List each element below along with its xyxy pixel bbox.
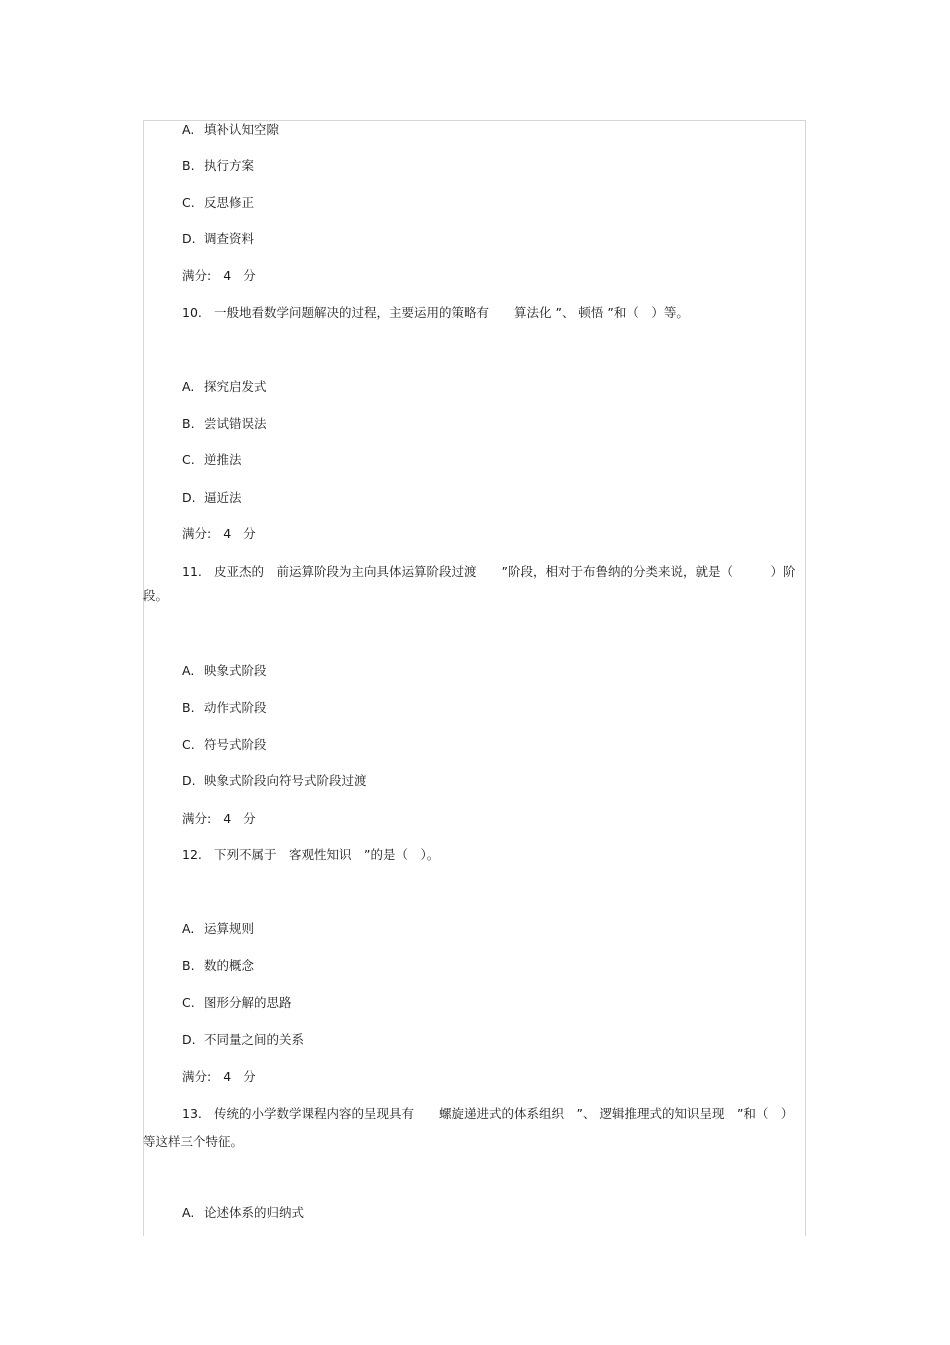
option-text: 逆推法 bbox=[204, 452, 242, 467]
q9-option-b[interactable] bbox=[182, 157, 254, 175]
option-letter: B. bbox=[182, 700, 195, 715]
option-text: 逼近法 bbox=[204, 490, 242, 505]
option-letter: B. bbox=[182, 158, 195, 173]
option-letter: A. bbox=[182, 379, 195, 394]
q10-option-a[interactable] bbox=[182, 378, 267, 396]
question-text: 皮亚杰的 前运算阶段为主向具体运算阶段过渡 ”阶段，相对于布鲁纳的分类来说，就是（ ）阶 bbox=[214, 564, 796, 579]
score-value: 4 bbox=[223, 526, 232, 541]
question-text: 传统的小学数学课程内容的呈现具有 螺旋递进式的体系组织 ”、 逻辑推理式的知识呈现 ”和（ ） bbox=[214, 1106, 794, 1121]
option-text: 运算规则 bbox=[204, 921, 255, 936]
option-text: 执行方案 bbox=[204, 158, 255, 173]
option-text: 图形分解的思路 bbox=[204, 995, 292, 1010]
q9-option-a[interactable] bbox=[182, 121, 279, 139]
score-unit: 分 bbox=[243, 268, 256, 283]
q11-option-a[interactable] bbox=[182, 662, 267, 680]
q12-option-a[interactable] bbox=[182, 920, 254, 938]
option-text: 调查资料 bbox=[204, 231, 255, 246]
option-letter: C. bbox=[182, 195, 195, 210]
score-label: 满分: bbox=[182, 811, 212, 826]
option-letter: A. bbox=[182, 122, 195, 137]
option-letter: D. bbox=[182, 490, 196, 505]
q10-stem bbox=[182, 304, 806, 322]
option-letter: B. bbox=[182, 958, 195, 973]
option-text: 映象式阶段向符号式阶段过渡 bbox=[204, 773, 367, 788]
option-letter: C. bbox=[182, 995, 195, 1010]
score-label: 满分: bbox=[182, 268, 212, 283]
q13-option-a[interactable] bbox=[182, 1204, 304, 1222]
q11-option-c[interactable] bbox=[182, 736, 267, 754]
q10-option-c[interactable] bbox=[182, 451, 242, 469]
option-text: 符号式阶段 bbox=[204, 737, 267, 752]
option-letter: D. bbox=[182, 231, 196, 246]
q9-score bbox=[182, 267, 256, 285]
q12-stem bbox=[182, 846, 806, 864]
score-label: 满分: bbox=[182, 526, 212, 541]
option-letter: B. bbox=[182, 416, 195, 431]
question-number: 11. bbox=[182, 564, 202, 579]
question-number: 10. bbox=[182, 305, 202, 320]
q10-option-b[interactable] bbox=[182, 415, 267, 433]
score-value: 4 bbox=[223, 268, 232, 283]
q11-option-d[interactable] bbox=[182, 772, 367, 790]
option-letter: D. bbox=[182, 773, 196, 788]
option-text: 尝试错误法 bbox=[204, 416, 267, 431]
option-text: 数的概念 bbox=[204, 958, 255, 973]
q12-score bbox=[182, 1068, 256, 1086]
option-letter: A. bbox=[182, 1205, 195, 1220]
score-unit: 分 bbox=[243, 811, 256, 826]
q13-stem bbox=[182, 1105, 806, 1123]
option-letter: C. bbox=[182, 452, 195, 467]
option-letter: A. bbox=[182, 921, 195, 936]
q9-option-c[interactable] bbox=[182, 194, 254, 212]
question-number: 12. bbox=[182, 847, 202, 862]
score-unit: 分 bbox=[243, 526, 256, 541]
q11-stem-continued: 段。 bbox=[143, 588, 169, 603]
q11-option-b[interactable] bbox=[182, 699, 267, 717]
q11-score bbox=[182, 810, 256, 828]
q9-option-d[interactable] bbox=[182, 230, 254, 248]
option-text: 论述体系的归纳式 bbox=[204, 1205, 305, 1220]
score-unit: 分 bbox=[243, 1069, 256, 1084]
option-text: 填补认知空隙 bbox=[204, 122, 280, 137]
score-value: 4 bbox=[223, 811, 232, 826]
option-text: 动作式阶段 bbox=[204, 700, 267, 715]
option-text: 不同量之间的关系 bbox=[204, 1032, 305, 1047]
option-letter: A. bbox=[182, 663, 195, 678]
option-text: 探究启发式 bbox=[204, 379, 267, 394]
q12-option-b[interactable] bbox=[182, 957, 254, 975]
question-number: 13. bbox=[182, 1106, 202, 1121]
question-text: 一般地看数学问题解决的过程，主要运用的策略有 算法化 ”、 顿悟 ”和（ ）等。 bbox=[214, 305, 689, 320]
q12-option-d[interactable] bbox=[182, 1031, 304, 1049]
option-letter: C. bbox=[182, 737, 195, 752]
option-text: 反思修正 bbox=[204, 195, 255, 210]
q10-option-d[interactable] bbox=[182, 489, 242, 507]
q11-stem bbox=[182, 563, 806, 581]
option-letter: D. bbox=[182, 1032, 196, 1047]
q12-option-c[interactable] bbox=[182, 994, 292, 1012]
question-text: 下列不属于 客观性知识 ”的是（ ）。 bbox=[214, 847, 440, 862]
q10-score bbox=[182, 525, 256, 543]
score-value: 4 bbox=[223, 1069, 232, 1084]
q13-stem-continued: 等这样三个特征。 bbox=[143, 1134, 244, 1149]
score-label: 满分: bbox=[182, 1069, 212, 1084]
option-text: 映象式阶段 bbox=[204, 663, 267, 678]
